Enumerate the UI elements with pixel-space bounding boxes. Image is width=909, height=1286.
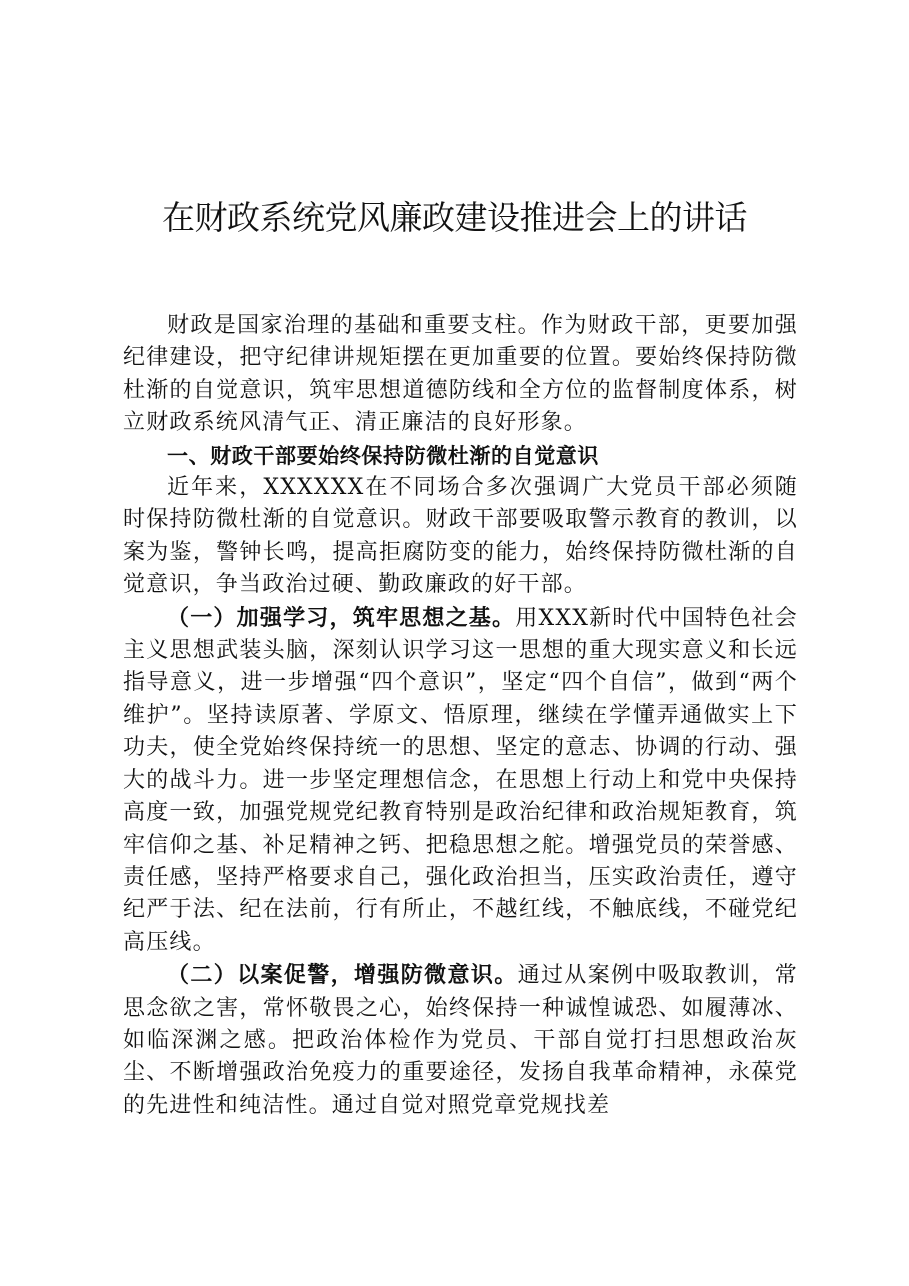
subsection-2-paragraph	[123, 959, 798, 1122]
intro-paragraph: 财政是国家治理的基础和重要支柱。作为财政干部，更要加强纪律建设，把守纪律讲规矩摆在更加重要的位置。要始终保持防微杜渐的自觉意识，筑牢思想道德防线和全方位的监督制度体系，树立财政系统风清气正、清正廉洁的良好形象。	[123, 313, 798, 436]
section-1-heading: 一、财政干部要始终保持防微杜渐的自觉意识	[167, 443, 599, 468]
subsection-1-body: 用XXX新时代中国特色社会主义思想武装头脑，深刻认识学习这一思想的重大现实意义和长远指导意义，进一步增强“四个意识”，坚定“四个自信”，做到“两个维护”。坚持读原著、学原文、悟原理，继续在学懂弄通做实上下功夫，使全党始终保持统一的思想、坚定的意志、协调的行动、强大的战斗力。进一步坚定理想信念，在思想上行动上和党中央保持高度一致，加强党规党纪教育特别是政治纪律和政治规矩教育，筑牢信仰之基、补足精神之钙、把稳思想之舵。增强党员的荣誉感、责任感，坚持严格要求自己，强化政治担当，压实政治责任，遵守纪严于法、纪在法前，行有所止，不越红线，不触底线，不碰党纪高压线。	[123, 605, 798, 955]
section-1-paragraph: 近年来，XXXXXX在不同场合多次强调广大党员干部必须随时保持防微杜渐的自觉意识。财政干部要吸取警示教育的教训，以案为鉴，警钟长鸣，提高拒腐防变的能力，始终保持防微杜渐的自觉意识，争当政治过硬、勤政廉政的好干部。	[123, 475, 798, 598]
subsection-2-lead: （二）以案促警，增强防微意识。	[167, 962, 518, 989]
document-title: 在财政系统党风廉政建设推进会上的讲话	[162, 198, 747, 237]
subsection-1-paragraph	[123, 602, 798, 959]
subsection-2-body: 通过从案例中吸取教训，常思念欲之害，常怀敬畏之心，始终保持一种诚惶诚恐、如履薄冰、如临深渊之感。把政治体检作为党员、干部自觉打扫思想政治灰尘、不断增强政治免疫力的重要途径，发扬自我革命精神，永葆党的先进性和纯洁性。通过自觉对照党章党规找差	[123, 963, 798, 1118]
subsection-1-lead: （一）加强学习，筑牢思想之基。	[167, 604, 516, 631]
document-body	[123, 310, 798, 1122]
